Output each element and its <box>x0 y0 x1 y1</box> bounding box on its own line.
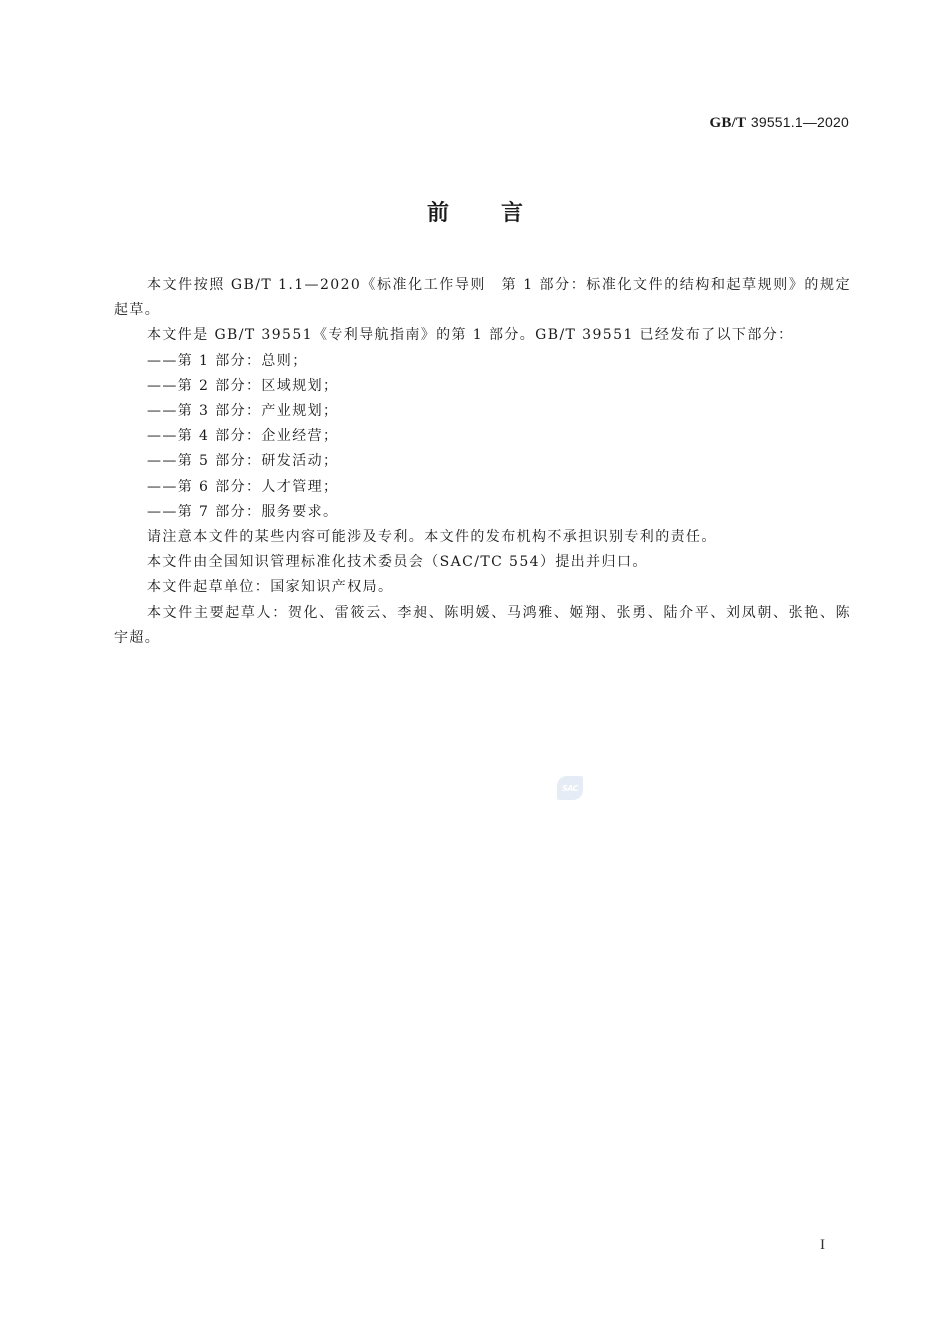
document-code-number: 39551.1—2020 <box>750 114 849 130</box>
page-title-char-1: 前 <box>426 201 449 226</box>
document-code <box>710 114 849 132</box>
paragraph-drafting-rules: 本文件按照 GB/T 1.1—2020《标准化工作导则 第 1 部分：标准化文件的结构和起草规则》的规定起草。 <box>114 277 851 319</box>
list-item-part-4: ——第 4 部分：企业经营； <box>147 428 339 445</box>
watermark-label: SAC <box>561 783 579 793</box>
page-number: I <box>820 1237 825 1253</box>
page-title-char-2: 言 <box>501 201 524 226</box>
paragraph-proposer: 本文件由全国知识管理标准化技术委员会（SAC/TC 554）提出并归口。 <box>147 554 648 571</box>
list-item-part-6: ——第 6 部分：人才管理； <box>147 478 339 495</box>
list-item-part-2: ——第 2 部分：区域规划； <box>147 377 339 394</box>
document-code-prefix: GB/T <box>709 115 747 131</box>
paragraph-series-intro: 本文件是 GB/T 39551《专利导航指南》的第 1 部分。GB/T 39551 已经发布了以下部分： <box>147 327 794 344</box>
sac-logo-icon <box>557 776 583 800</box>
paragraph-drafting-unit: 本文件起草单位：国家知识产权局。 <box>147 579 394 596</box>
list-item-part-5: ——第 5 部分：研发活动； <box>147 453 339 470</box>
list-item-part-1: ——第 1 部分：总则； <box>147 352 308 369</box>
list-item-part-3: ——第 3 部分：产业规划； <box>147 403 339 420</box>
list-item-part-7: ——第 7 部分：服务要求。 <box>147 503 339 520</box>
foreword-body <box>114 273 851 651</box>
paragraph-drafters: 本文件主要起草人：贺化、雷筱云、李昶、陈明媛、马鸿雅、姬翔、张勇、陆介平、刘凤朝、张艳、陈宇超。 <box>114 604 851 646</box>
paragraph-patent-notice: 请注意本文件的某些内容可能涉及专利。本文件的发布机构不承担识别专利的责任。 <box>147 529 717 546</box>
page-title <box>0 196 950 227</box>
